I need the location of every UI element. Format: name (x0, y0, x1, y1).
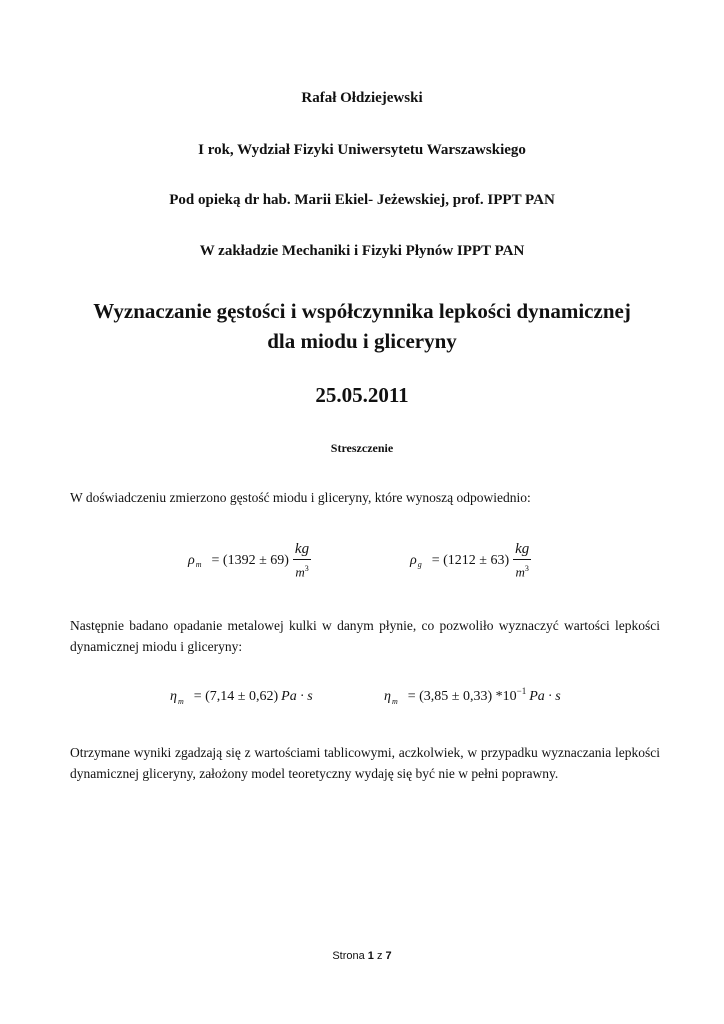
page-footer (0, 950, 724, 962)
unit-fraction (293, 540, 311, 581)
equation-density-honey (188, 540, 311, 581)
unit-denominator: $m^3$ (295, 564, 309, 580)
rho-symbol: ρ (188, 552, 195, 568)
equation-unit: Pa · s (281, 689, 313, 704)
equation-subscript: m (195, 560, 202, 570)
unit-fraction (513, 540, 531, 581)
rho-symbol: ρ (410, 552, 417, 568)
equation-subscript: m (391, 696, 398, 706)
document-date: 25.05.2011 (315, 383, 409, 407)
supervisor: Pod opieką dr hab. Marii Ekiel- Jeżewskiej, prof. IPPT PAN (169, 192, 555, 208)
unit-denominator: $m^3$ (515, 564, 529, 580)
footer-total-pages: 7 (385, 950, 392, 962)
equation-viscosity-glycerin (384, 686, 561, 706)
document-title (0, 296, 724, 356)
equation-density-glycerin (410, 540, 531, 581)
unit-numerator: kg (293, 540, 311, 560)
equation-unit: Pa · s (529, 689, 561, 704)
equation-subscript: g (417, 560, 422, 570)
equation-value: = (7,14 ± 0,62) (193, 689, 279, 704)
equation-value: = (1212 ± 63) (431, 552, 510, 568)
paragraph-viscosity-method: Następnie badano opadanie metalowej kulki w danym płynie, co pozwoliło wyznaczyć wartości lepkości dynamicznej miodu i gliceryny: (70, 618, 660, 654)
eta-symbol: η (170, 689, 177, 704)
equation-value: = (1392 ± 69) (211, 552, 289, 568)
eta-symbol: η (384, 689, 391, 704)
footer-middle: z (376, 950, 383, 962)
title-line-1: Wyznaczanie gęstości i współczynnika lepkości dynamicznej (93, 299, 631, 323)
footer-prefix: Strona (332, 950, 365, 962)
paragraph-densities: W doświadczeniu zmierzono gęstość miodu i gliceryny, które wynoszą odpowiednio: (70, 490, 531, 505)
footer-page-number: 1 (367, 950, 374, 962)
equation-subscript: m (177, 696, 184, 706)
abstract-heading: Streszczenie (330, 441, 394, 455)
equation-viscosity-honey (170, 689, 313, 705)
title-line-2: dla miodu i gliceryny (267, 329, 457, 353)
paragraph-conclusion: Otrzymane wyniki zgadzają się z wartościami tablicowymi, aczkolwiek, w przypadku wyznaczania lepkości dynamicznej gliceryny, założony model teoretyczny wydaję się być nie w pełni poprawny. (70, 745, 660, 781)
affiliation: I rok, Wydział Fizyki Uniwersytetu Warszawskiego (198, 142, 526, 158)
unit-numerator: kg (513, 540, 531, 560)
equation-exponent: −1 (516, 686, 527, 696)
equation-value: = (3,85 ± 0,33) *10 (407, 689, 517, 704)
author-name: Rafał Ołdziejewski (301, 90, 423, 106)
department: W zakładzie Mechaniki i Fizyki Płynów IPPT PAN (199, 243, 525, 259)
